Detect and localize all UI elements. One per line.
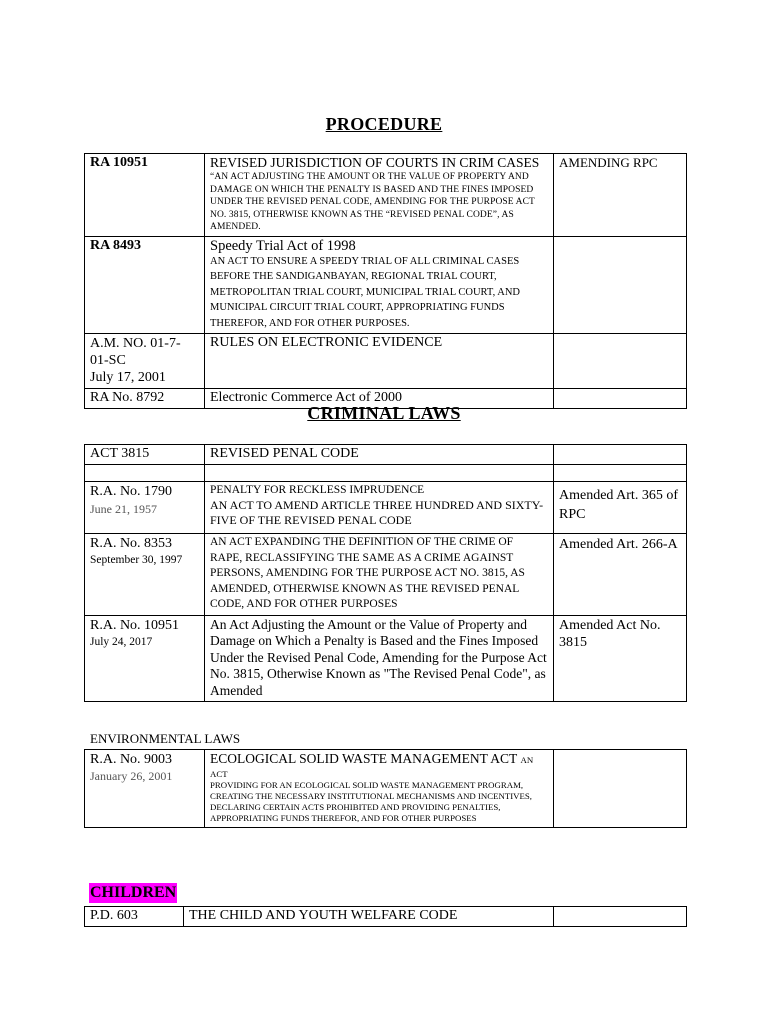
table-row <box>85 482 687 534</box>
law-cell <box>205 482 554 534</box>
law-number-cell <box>85 534 205 616</box>
law-note: Amended Act No. 3815 <box>554 615 687 702</box>
children-heading: CHILDREN <box>90 884 177 901</box>
table-row <box>85 750 687 828</box>
law-description-lead: AN ACT <box>210 755 534 779</box>
law-description: AN ACT TO ENSURE A SPEEDY TRIAL OF ALL CRIMINAL CASES BEFORE THE SANDIGANBAYAN, REGIONAL TRIAL COURT, METROPOLITAN TRIAL COURT, MUNICIPAL TRIAL COURT, AND MUNICIPAL CIRCUIT TRIAL COURT, APPROPRIATING FUNDS THEREFOR, AND FOR OTHER PURPOSES. <box>210 255 520 329</box>
law-number-cell <box>85 334 205 389</box>
law-number: R.A. No. 8353 <box>90 536 173 551</box>
criminal-laws-heading: CRIMINAL LAWS <box>307 403 461 423</box>
criminal-laws-table <box>84 444 687 702</box>
law-note <box>554 334 687 389</box>
law-cell <box>205 750 554 828</box>
law-title: ECOLOGICAL SOLID WASTE MANAGEMENT ACT <box>210 751 518 766</box>
environmental-laws-heading: ENVIRONMENTAL LAWS <box>90 731 241 746</box>
procedure-heading: PROCEDURE <box>325 114 443 134</box>
law-description: PROVIDING FOR AN ECOLOGICAL SOLID WASTE MANAGEMENT PROGRAM, CREATING THE NECESSARY INSTITUTIONAL MECHANISMS AND INCENTIVES, DECLARING CERTAIN ACTS PROHIBITED AND PROVIDING PENALTIES, APPROPRIATING FUNDS THEREFOR, AND FOR OTHER PURPOSES <box>210 780 532 823</box>
law-number <box>85 465 205 482</box>
law-description: AN ACT TO AMEND ARTICLE THREE HUNDRED AND SIXTY-FIVE OF THE REVISED PENAL CODE <box>210 498 544 527</box>
law-note: Amended Art. 365 of RPC <box>554 482 687 534</box>
law-note: AMENDING RPC <box>554 154 687 237</box>
law-date: June 21, 1957 <box>90 502 157 516</box>
law-number: A.M. NO. 01-7-01-SC <box>90 336 181 368</box>
law-cell <box>205 154 554 237</box>
law-note <box>554 465 687 482</box>
environmental-laws-table <box>84 749 687 828</box>
law-number: P.D. 603 <box>85 907 184 927</box>
law-title: Speedy Trial Act of 1998 <box>210 237 356 254</box>
table-row <box>85 465 687 482</box>
table-row <box>85 445 687 465</box>
law-number: R.A. No. 10951 <box>90 617 180 633</box>
law-number: ACT 3815 <box>85 445 205 465</box>
law-date: September 30, 1997 <box>90 554 183 566</box>
law-number: RA 8493 <box>85 236 205 334</box>
children-table <box>84 906 687 927</box>
table-row <box>85 615 687 702</box>
law-description: “AN ACT ADJUSTING THE AMOUNT OR THE VALUE OF PROPERTY AND DAMAGE ON WHICH THE PENALTY IS BASED AND THE FINES IMPOSED UNDER THE REVISED PENAL CODE, AMENDING FOR THE PURPOSE ACT NO. 3815, OTHERWISE KNOWN AS THE “REVISED PENAL CODE”, AS AMENDED. <box>210 172 535 232</box>
law-title: REVISED PENAL CODE <box>205 445 554 465</box>
table-row <box>85 334 687 389</box>
law-description: AN ACT EXPANDING THE DEFINITION OF THE CRIME OF RAPE, RECLASSIFYING THE SAME AS A CRIME AGAINST PERSONS, AMENDING FOR THE PURPOSE ACT NO. 3815, AS AMENDED, OTHERWISE KNOWN AS THE REVISED PENAL CODE, AND FOR OTHER PURPOSES <box>205 534 554 616</box>
law-number: RA 10951 <box>85 154 205 237</box>
law-note <box>554 750 687 828</box>
law-date: July 17, 2001 <box>90 370 166 385</box>
law-description: An Act Adjusting the Amount or the Value of Property and Damage on Which a Penalty is Based and the Fines Imposed Under the Revised Penal Code, Amending for the Purpose Act No. 3815, Otherwise Known as "The Revised Penal Code", as Amended <box>205 615 554 702</box>
law-note <box>554 445 687 465</box>
law-note <box>554 236 687 334</box>
law-title: PENALTY FOR RECKLESS IMPRUDENCE <box>210 484 425 496</box>
procedure-table <box>84 153 687 409</box>
law-note: Amended Art. 266-A <box>554 534 687 616</box>
law-number: R.A. No. 1790 <box>90 484 173 499</box>
law-number: RA No. 8792 <box>85 389 205 409</box>
table-row <box>85 907 687 927</box>
law-date: January 26, 2001 <box>90 769 173 783</box>
law-note <box>554 907 687 927</box>
law-title: Electronic Commerce Act of 2000 <box>205 389 554 409</box>
table-row <box>85 534 687 616</box>
law-title: THE CHILD AND YOUTH WELFARE CODE <box>184 907 554 927</box>
table-row <box>85 154 687 237</box>
law-cell <box>205 236 554 334</box>
law-title: RULES ON ELECTRONIC EVIDENCE <box>205 334 554 389</box>
law-number-cell <box>85 750 205 828</box>
law-number: R.A. No. 9003 <box>90 752 173 767</box>
table-row <box>85 236 687 334</box>
law-number-cell <box>85 482 205 534</box>
law-number-cell <box>85 615 205 702</box>
law-date: July 24, 2017 <box>90 635 153 648</box>
law-title: REVISED JURISDICTION OF COURTS IN CRIM CASES <box>210 155 540 170</box>
law-title <box>205 465 554 482</box>
